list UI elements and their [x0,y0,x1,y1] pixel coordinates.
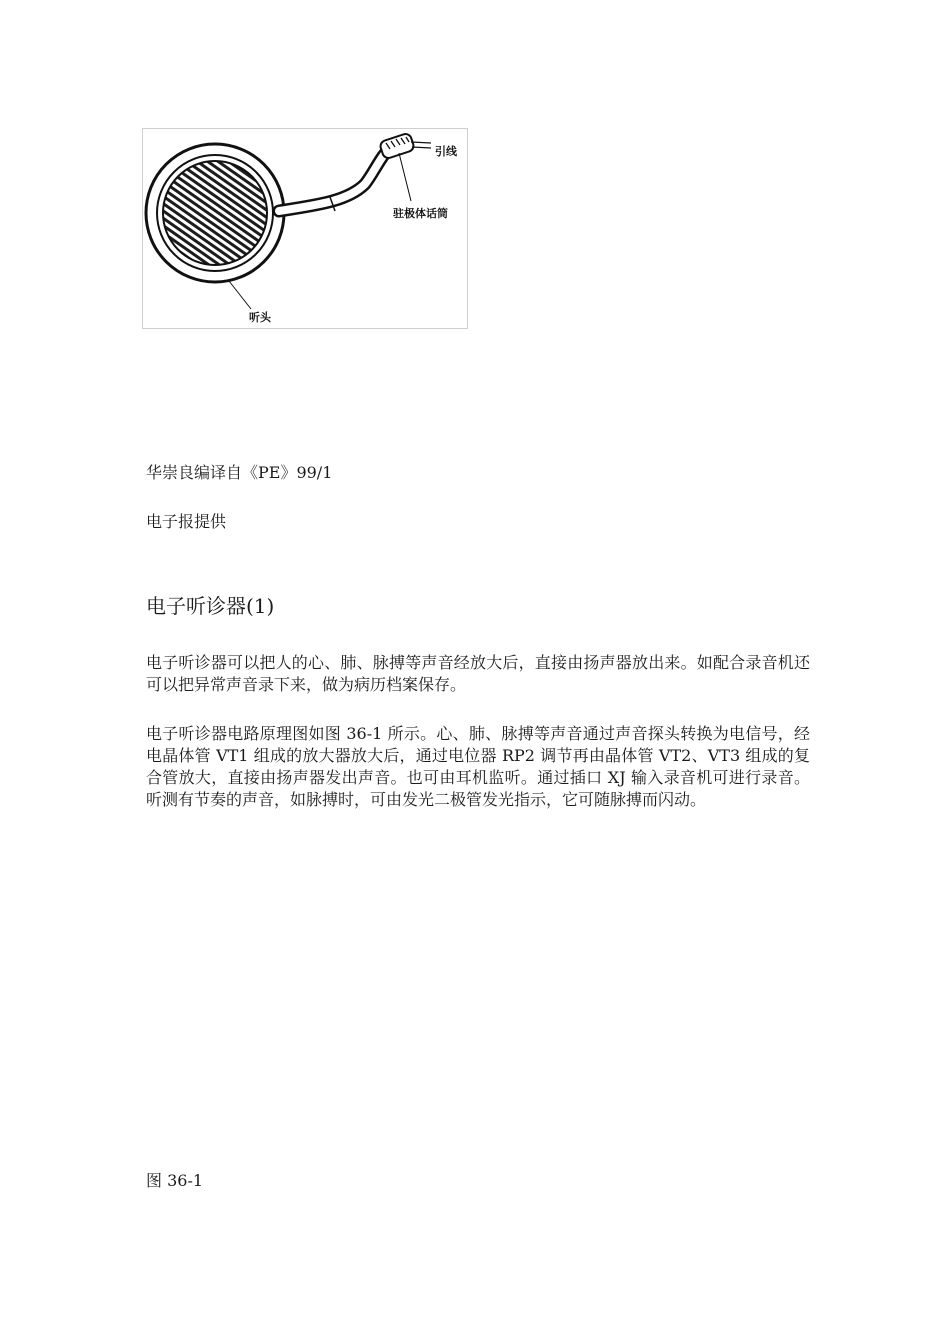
translation-credit: 华崇良编译自《PE》99/1 [146,463,333,482]
label-electret-mic: 驻极体话筒 [393,207,448,220]
paragraph-circuit: 电子听诊器电路原理图如图 36-1 所示。心、肺、脉搏等声音通过声音探头转换为电信号，经电晶体管 VT1 组成的放大器放大后，通过电位器 RP2 调节再由晶体管 VT2、VT3 组成的复合管放大，直接由扬声器发出声音。也可由耳机监听。通过插口 XJ 输入录音机可进行录音。听测有节奏的声音，如脉搏时，可由发光二极管发光指示，它可随脉搏而闪动。 [146,724,810,809]
lead-wire-1 [411,142,431,143]
diaphragm-hatching [163,161,267,265]
label-lead-wire: 引线 [435,145,457,158]
lead-wire-2 [412,147,431,148]
article-title: 电子听诊器(1) [146,594,275,618]
label-chest-piece: 听头 [249,311,271,324]
leader-capsule [399,153,411,201]
stethoscope-diagram [143,129,467,328]
stethoscope-figure [142,128,468,329]
leader-head [229,281,251,309]
provider-credit: 电子报提供 [146,512,227,531]
figure-caption: 图 36-1 [146,1171,204,1190]
paragraph-intro: 电子听诊器可以把人的心、肺、脉搏等声音经放大后，直接由扬声器放出来。如配合录音机还可以把异常声音录下来，做为病历档案保存。 [146,653,810,694]
electret-capsule [379,132,415,159]
